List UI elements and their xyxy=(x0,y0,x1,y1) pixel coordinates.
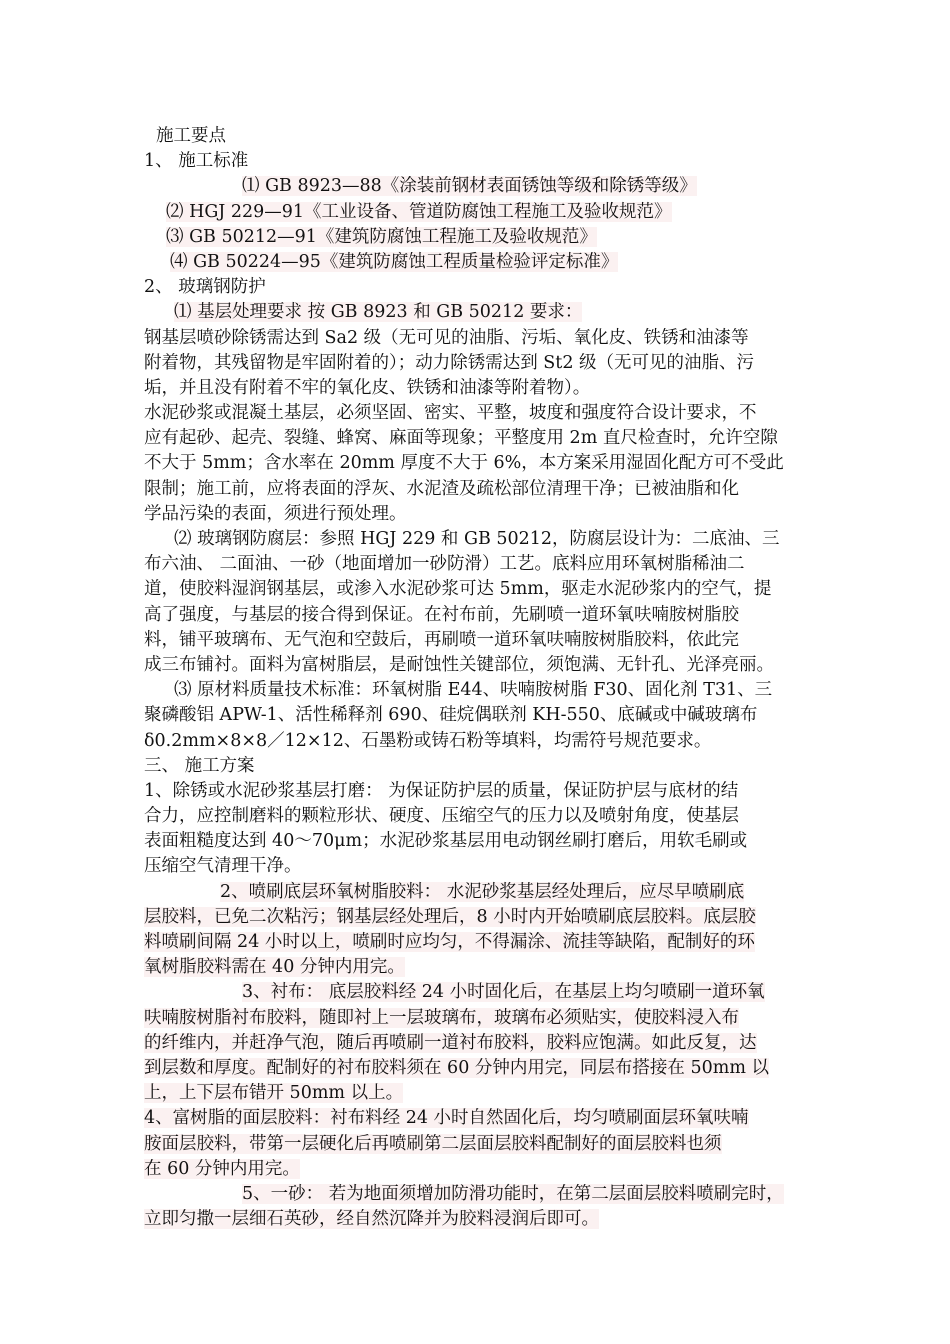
paragraph-line-text: 2、喷刷底层环氧树脂胶料： 水泥砂浆基层经处理后，应尽早喷刷底 xyxy=(220,881,745,902)
paragraph-line-text: 在 60 分钟内用完。 xyxy=(144,1158,300,1179)
paragraph-line-text: 表面粗糙度达到 40～70μm；水泥砂浆基层用电动钢丝刷打磨后，用软毛刷或 xyxy=(144,831,748,852)
heading-frp-text: 2、 玻璃钢防护 xyxy=(144,277,266,298)
paragraph-line-text: 布六油、 二面油、一砂（地面增加一砂防滑）工艺。底料应用环氧树脂稀油二 xyxy=(144,554,745,575)
paragraph-line xyxy=(144,376,824,401)
standard-item-text: ⑴ GB 8923—88《涂装前钢材表面锈蚀等级和除锈等级》 xyxy=(242,176,697,197)
paragraph-line xyxy=(144,426,824,451)
paragraph-line xyxy=(144,1006,824,1031)
paragraph-line xyxy=(144,401,824,426)
paragraph-line-text: 道，使胶料湿润钢基层，或渗入水泥砂浆可达 5mm，驱走水泥砂浆内的空气，提 xyxy=(144,579,772,600)
paragraph-line-text: 合力，应控制磨料的颗粒形状、硬度、压缩空气的压力以及喷射角度，使基层 xyxy=(144,806,739,827)
paragraph-line xyxy=(144,1081,824,1106)
paragraph-line-text: ⑶ 原材料质量技术标准：环氧树脂 E44、呋喃胺树脂 F30、固化剂 T31、三 xyxy=(174,680,773,701)
paragraph-line xyxy=(144,905,824,930)
paragraph-line xyxy=(144,1207,824,1232)
paragraph-line-text: 氧树脂胶料需在 40 分钟内用完。 xyxy=(144,957,405,978)
paragraph-line-text: 4、富树脂的面层胶料：衬布料经 24 小时自然固化后，均匀喷刷面层环氧呋喃 xyxy=(144,1108,749,1129)
paragraph-line-text: 5、一砂： 若为地面须增加防滑功能时，在第二层面层胶料喷刷完时， xyxy=(242,1183,784,1204)
paragraph-line xyxy=(144,678,824,703)
paragraph-line-text: 料，铺平玻璃布、无气泡和空鼓后，再刷喷一道环氧呋喃胺树脂胶料，依此完 xyxy=(144,629,739,650)
section-title-text: 施工要点 xyxy=(156,126,226,146)
heading-plan-text: 三、 施工方案 xyxy=(144,755,255,776)
paragraph-line xyxy=(144,854,824,879)
paragraph-line-text: 1、除锈或水泥砂浆基层打磨： 为保证防护层的质量，保证防护层与底材的结 xyxy=(144,780,739,801)
paragraph-line-text: 不大于 5mm；含水率在 20mm 厚度不大于 6%，本方案采用湿固化配方可不受此 xyxy=(144,453,784,474)
paragraph-line xyxy=(144,729,824,754)
paragraph-line xyxy=(144,577,824,602)
paragraph-line xyxy=(144,880,824,905)
document-body xyxy=(144,124,824,1232)
paragraph-line xyxy=(144,703,824,728)
paragraph-line-text: 上，上下层布错开 50mm 以上。 xyxy=(144,1083,404,1104)
paragraph-line-text: ⑵ 玻璃钢防腐层：参照 HGJ 229 和 GB 50212，防腐层设计为：二底油、三 xyxy=(174,529,780,549)
paragraph-line xyxy=(144,1132,824,1157)
paragraph-line-text: ⑴ 基层处理要求 按 GB 8923 和 GB 50212 要求： xyxy=(174,302,583,323)
paragraph-line-text: 限制；施工前，应将表面的浮灰、水泥渣及疏松部位清理干净；已被油脂和化 xyxy=(144,478,739,499)
paragraph-line-text: 层胶料，已免二次粘污；钢基层经处理后，8 小时内开始喷刷底层胶料。底层胶 xyxy=(144,906,756,927)
paragraph-line xyxy=(144,1157,824,1182)
paragraph-line xyxy=(144,1182,824,1207)
paragraph-line-text: 压缩空气清理干净。 xyxy=(144,856,302,877)
paragraph-line-text: 聚磷酸铝 APW-1、活性稀释剂 690、硅烷偶联剂 KH-550、底碱或中碱玻璃布 xyxy=(144,705,758,726)
paragraph-line-text: 的纤维内，并赶净气泡，随后再喷刷一道衬布胶料，胶料应饱满。如此反复，达 xyxy=(144,1032,757,1053)
section-title xyxy=(144,124,824,149)
standard-item-text: ⑶ GB 50212—91《建筑防腐蚀工程施工及验收规范》 xyxy=(166,226,597,247)
paragraph-line xyxy=(144,930,824,955)
paragraph-line xyxy=(144,980,824,1005)
standard-item xyxy=(144,225,824,250)
paragraph-line xyxy=(144,955,824,980)
paragraph-line-text: 呋喃胺树脂衬布胶料，随即衬上一层玻璃布，玻璃布必须贴实，使胶料浸入布 xyxy=(144,1007,739,1028)
paragraph-line xyxy=(144,1031,824,1056)
standard-item xyxy=(144,174,824,199)
paragraph-line-text: 成三布铺衬。面料为富树脂层，是耐蚀性关键部位，须饱满、无针孔、光泽亮丽。 xyxy=(144,654,774,675)
paragraph-line xyxy=(144,653,824,678)
heading-plan xyxy=(144,754,824,779)
paragraph-line-text: 料喷刷间隔 24 小时以上，喷刷时应均匀，不得漏涂、流挂等缺陷，配制好的环 xyxy=(144,932,755,952)
paragraph-line xyxy=(144,351,824,376)
paragraph-line-text: 高了强度，与基层的接合得到保证。在衬布前，先刷喷一道环氧呋喃胺树脂胶 xyxy=(144,604,739,625)
paragraph-line-text: 水泥砂浆或混凝土基层，必须坚固、密实、平整，坡度和强度符合设计要求，不 xyxy=(144,403,757,424)
paragraph-line xyxy=(144,502,824,527)
paragraph-line xyxy=(144,552,824,577)
paragraph-line-text: 钢基层喷砂除锈需达到 Sa2 级（无可见的油脂、污垢、氧化皮、铁锈和油漆等 xyxy=(144,327,749,348)
paragraph-line xyxy=(144,829,824,854)
paragraph-line-text: 胺面层胶料，带第一层硬化后再喷刷第二层面层胶料配制好的面层胶料也须 xyxy=(144,1133,722,1154)
heading-standards-text: 1、 施工标准 xyxy=(144,151,249,172)
paragraph-line-text: 到层数和厚度。配制好的衬布胶料须在 60 分钟内用完，同层布搭接在 50mm 以 xyxy=(144,1057,769,1078)
paragraph-line xyxy=(144,326,824,351)
paragraph-line-text: δ0.2mm×8×8／12×12、石墨粉或铸石粉等填料，均需符号规范要求。 xyxy=(144,730,712,751)
paragraph-line xyxy=(144,477,824,502)
paragraph-line-text: 附着物，其残留物是牢固附着的）；动力除锈需达到 St2 级（无可见的油脂、污 xyxy=(144,352,755,373)
paragraph-line xyxy=(144,1106,824,1131)
paragraph-line xyxy=(144,527,824,552)
paragraph-line-text: 3、衬布： 底层胶料经 24 小时固化后，在基层上均匀喷刷一道环氧 xyxy=(242,982,765,1003)
paragraph-line-text: 垢，并且没有附着不牢的氧化皮、铁锈和油漆等附着物）。 xyxy=(144,377,591,398)
standard-item-text: ⑷ GB 50224—95《建筑防腐蚀工程质量检验评定标准》 xyxy=(170,251,619,272)
heading-frp xyxy=(144,275,824,300)
paragraph-line xyxy=(144,603,824,628)
paragraph-line-text: 学品污染的表面，须进行预处理。 xyxy=(144,503,407,524)
standard-item-text: ⑵ HGJ 229—91《工业设备、管道防腐蚀工程施工及验收规范》 xyxy=(166,201,672,222)
standard-item xyxy=(144,200,824,225)
paragraph-line-text: 应有起砂、起壳、裂缝、蜂窝、麻面等现象；平整度用 2m 直尺检查时，允许空隙 xyxy=(144,428,778,449)
paragraph-line-text: 立即匀撒一层细石英砂，经自然沉降并为胶料浸润后即可。 xyxy=(144,1209,599,1230)
heading-standards xyxy=(144,149,824,174)
standard-item xyxy=(144,250,824,275)
paragraph-line xyxy=(144,300,824,325)
paragraph-line xyxy=(144,1056,824,1081)
paragraph-line xyxy=(144,779,824,804)
paragraph-line xyxy=(144,804,824,829)
paragraph-line xyxy=(144,451,824,476)
paragraph-line xyxy=(144,628,824,653)
